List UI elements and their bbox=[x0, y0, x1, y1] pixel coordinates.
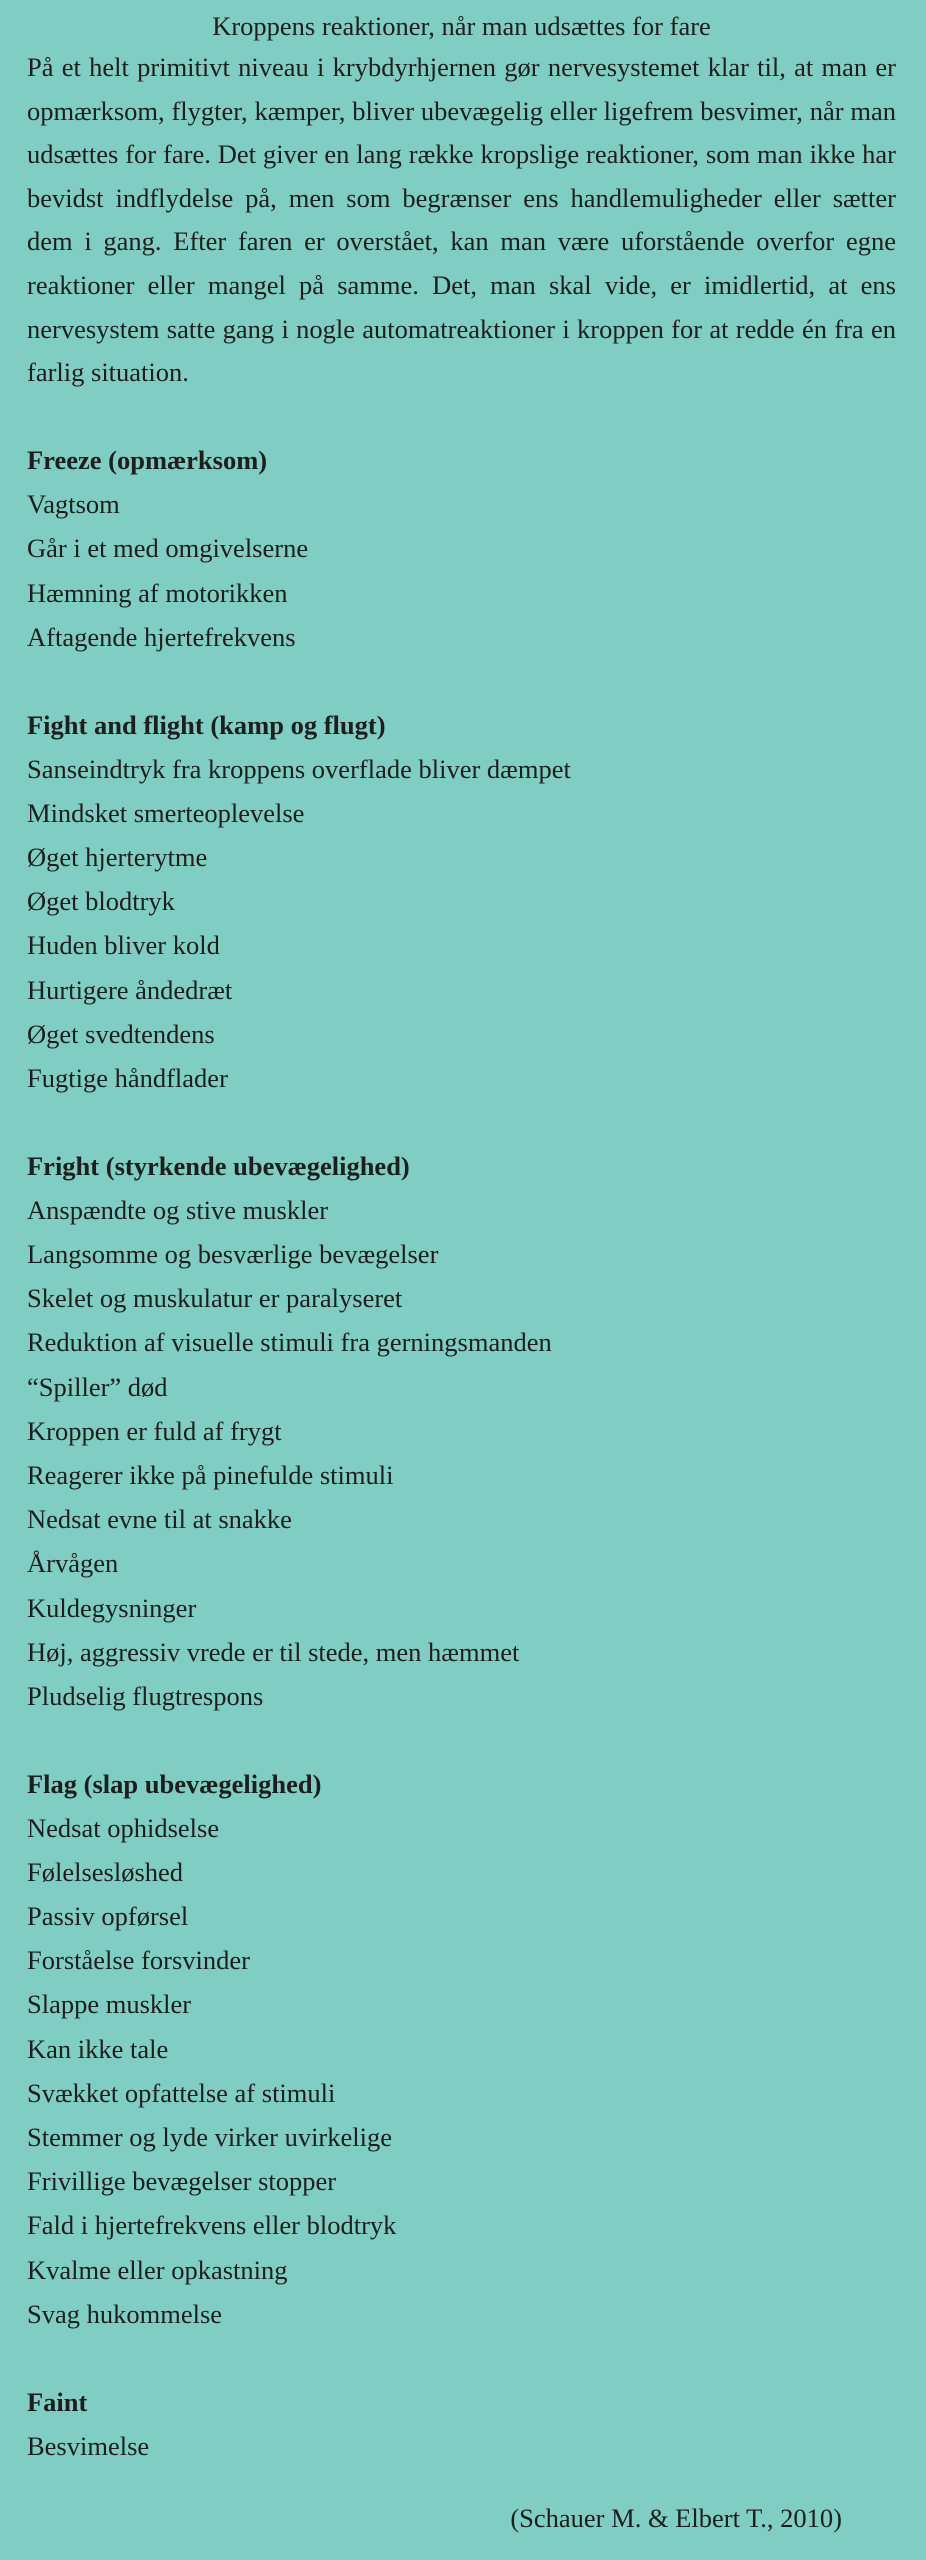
list-item: Passiv opførsel bbox=[27, 1901, 189, 1932]
section-heading: Freeze (opmærksom) bbox=[27, 445, 268, 476]
list-item: Øget hjerterytme bbox=[27, 841, 208, 872]
list-item: Huden bliver kold bbox=[27, 930, 220, 961]
section-freeze bbox=[27, 438, 896, 659]
list-item: Vagtsom bbox=[27, 489, 120, 520]
list-item: Forståelse forsvinder bbox=[27, 1945, 250, 1976]
list-item: Årvågen bbox=[27, 1548, 119, 1579]
section-heading: Fight and flight (kamp og flugt) bbox=[27, 709, 386, 740]
section-heading: Flag (slap ubevægelighed) bbox=[27, 1768, 322, 1799]
list-item: Kuldegysninger bbox=[27, 1592, 197, 1623]
intro-paragraph: På et helt primitivt niveau i krybdyrhjernen gør nervesystemet klar til, at man er opmærksom, flygter, kæmper, bliver ubevægelig eller ligefrem besvimer, når man udsættes for fare. Det giver en lang række kropslige reaktioner, som man ikke har bevidst indflydelse på, men som begrænser ens handlemuligheder eller sætter dem i gang. Efter faren er overstået, kan man være uforstående overfor egne reaktioner eller mangel på samme. Det, man skal vide, er imidlertid, at ens nervesystem satte gang i nogle automatreaktioner i kroppen for at redde én fra en farlig situation. bbox=[27, 52, 896, 388]
list-item: Hurtigere åndedræt bbox=[27, 974, 233, 1005]
list-item: Besvimelse bbox=[27, 2430, 150, 2461]
reaction-list bbox=[27, 482, 896, 659]
list-item: Fugtige håndflader bbox=[27, 1062, 228, 1093]
list-item: Anspændte og stive muskler bbox=[27, 1194, 329, 1225]
list-item: Frivillige bevægelser stopper bbox=[27, 2166, 337, 2197]
list-item: Høj, aggressiv vrede er til stede, men hæmmet bbox=[27, 1636, 520, 1667]
list-item: Langsomme og besværlige bevægelser bbox=[27, 1238, 439, 1269]
list-item: Reagerer ikke på pinefulde stimuli bbox=[27, 1459, 394, 1490]
list-item: Fald i hjertefrekvens eller blodtryk bbox=[27, 2210, 397, 2241]
reaction-list bbox=[27, 1806, 896, 2336]
list-item: “Spiller” død bbox=[27, 1371, 168, 1402]
list-item: Skelet og muskulatur er paralyseret bbox=[27, 1283, 403, 1314]
section-heading: Faint bbox=[27, 2386, 88, 2417]
list-item: Nedsat ophidselse bbox=[27, 1812, 220, 1843]
section-faint bbox=[27, 2380, 896, 2468]
list-item: Sanseindtryk fra kroppens overflade bliver dæmpet bbox=[27, 753, 571, 784]
list-item: Svækket opfattelse af stimuli bbox=[27, 2077, 336, 2108]
list-item: Øget blodtryk bbox=[27, 886, 175, 917]
list-item: Kroppen er fuld af frygt bbox=[27, 1415, 282, 1446]
list-item: Hæmning af motorikken bbox=[27, 577, 288, 608]
list-item: Pludselig flugtrespons bbox=[27, 1680, 264, 1711]
list-item: Mindsket smerteoplevelse bbox=[27, 797, 305, 828]
list-item: Slappe muskler bbox=[27, 1989, 192, 2020]
list-item: Reduktion af visuelle stimuli fra gerningsmanden bbox=[27, 1327, 552, 1358]
reaction-list bbox=[27, 747, 896, 1101]
reaction-list bbox=[27, 2424, 896, 2468]
list-item: Følelsesløshed bbox=[27, 1856, 184, 1887]
page-title: Kroppens reaktioner, når man udsættes for fare bbox=[212, 11, 711, 41]
section-fight-flight bbox=[27, 703, 896, 1101]
list-item: Svag hukommelse bbox=[27, 2298, 223, 2329]
list-item: Kvalme eller opkastning bbox=[27, 2254, 288, 2285]
section-fright bbox=[27, 1144, 896, 1718]
list-item: Øget svedtendens bbox=[27, 1018, 215, 1049]
reaction-list bbox=[27, 1188, 896, 1718]
section-flag bbox=[27, 1762, 896, 2336]
list-item: Stemmer og lyde virker uvirkelige bbox=[27, 2122, 393, 2153]
list-item: Nedsat evne til at snakke bbox=[27, 1504, 292, 1535]
list-item: Aftagende hjertefrekvens bbox=[27, 621, 296, 652]
section-heading: Fright (styrkende ubevægelighed) bbox=[27, 1150, 410, 1181]
list-item: Kan ikke tale bbox=[27, 2033, 169, 2064]
citation: (Schauer M. & Elbert T., 2010) bbox=[510, 2503, 842, 2533]
list-item: Går i et med omgivelserne bbox=[27, 533, 309, 564]
